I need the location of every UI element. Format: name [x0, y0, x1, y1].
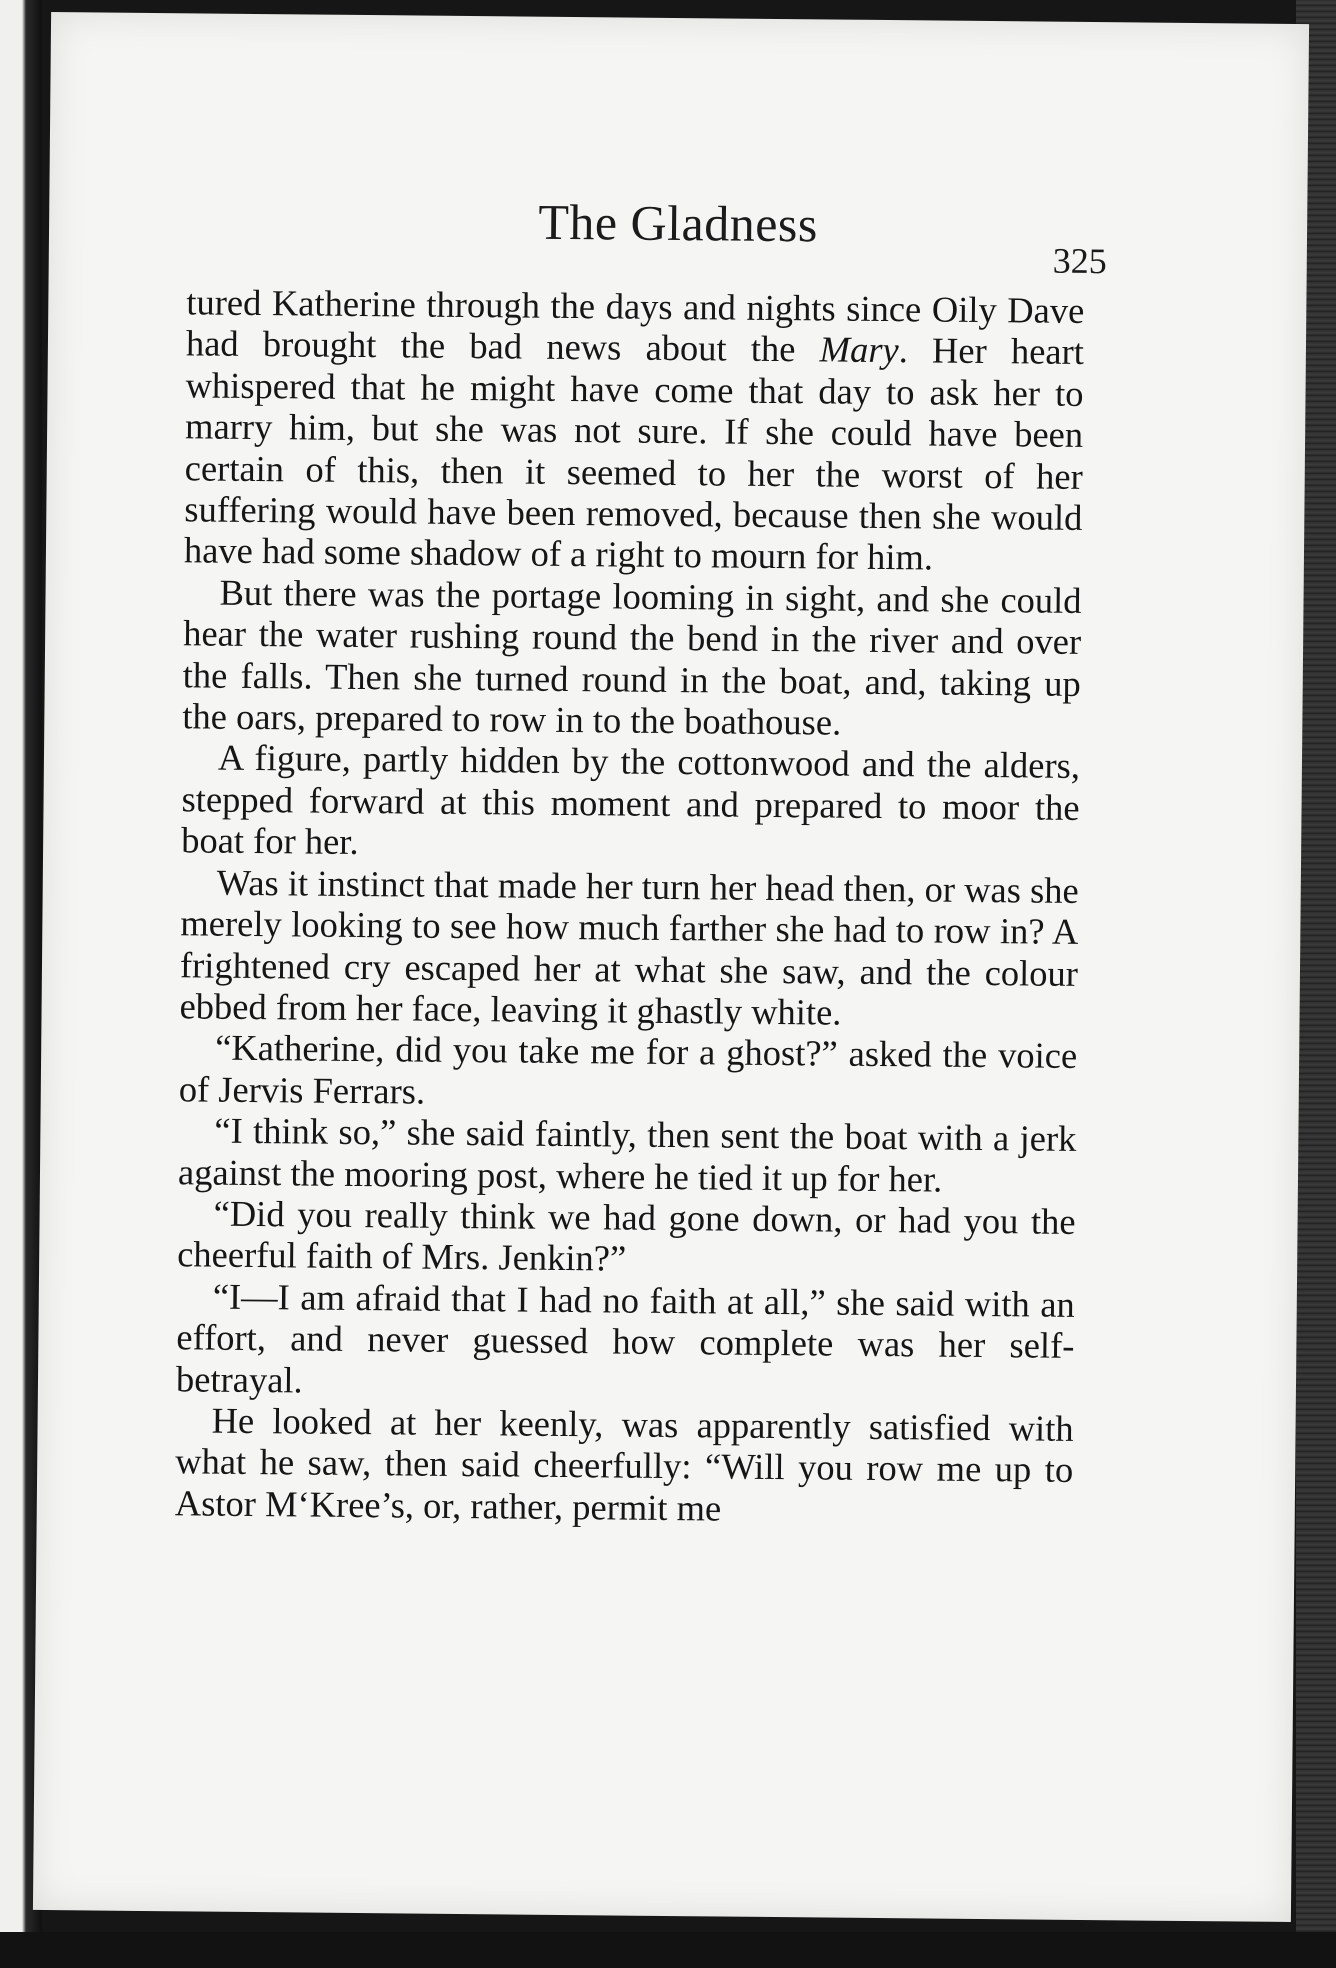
- page-header: [49, 188, 1308, 282]
- paragraph-6: [178, 1109, 1077, 1200]
- paragraph-text: “Did you really think we had gone down, or had you the cheerful faith of Mrs. Jenkin?”: [177, 1192, 1076, 1279]
- paragraph-7: [177, 1192, 1076, 1283]
- bottom-page-edge: [0, 1932, 1336, 1968]
- paragraph-text: tured Katherine through the days and nights since Oily Dave had brought the bad news about the: [185, 281, 1085, 370]
- paragraph-text: But there was the portage looming in sight, and she could hear the water rushing round the bend in the river and over the falls. Then she turned round in the boat, and, taking up the oars, prepared to row in to the boathouse.: [182, 571, 1082, 743]
- paragraph-4: [179, 861, 1079, 1035]
- paragraph-9: [175, 1399, 1074, 1532]
- book-page: [33, 12, 1309, 1922]
- paragraph-text: . Her heart whispered that he might have come that day to ask her to marry him, but she was not sure. If she could have been certain of this, then it seemed to her the worst of her suffering would have been removed, because then she would have had some shadow of a right to mourn for him.: [183, 329, 1085, 578]
- paragraph-text: He looked at her keenly, was apparently satisfied with what he saw, then said cheerfully: “Will you row me up to Astor M‘Kree’s, or, rather, permit me: [174, 1399, 1074, 1529]
- paragraph-2: [182, 571, 1082, 745]
- paragraph-text: “Katherine, did you take me for a ghost?” asked the voice of Jervis Ferrars.: [178, 1026, 1078, 1112]
- paragraph-8: [176, 1275, 1075, 1408]
- paragraph-text: A figure, partly hidden by the cottonwood and the alders, stepped forward at this moment and prepared to moor the boat for her.: [180, 737, 1081, 863]
- running-title: The Gladness: [538, 193, 819, 253]
- paragraph-3: [181, 737, 1080, 870]
- paragraph-text: Was it instinct that made her turn her head then, or was she merely looking to see how much farther she had to row in? A frightened cry escaped her at what she saw, and the colour ebbed from her face, leaving it ghastly white.: [179, 861, 1079, 1033]
- body-text: [175, 281, 1085, 1532]
- paragraph-text: “I—I am afraid that I had no faith at all,” she said with an effort, and never guessed how complete was her self-betrayal.: [175, 1275, 1075, 1401]
- paragraph-5: [179, 1027, 1078, 1118]
- page-number: 325: [1052, 240, 1107, 282]
- paragraph-text: “I think so,” she said faintly, then sent the boat with a jerk against the mooring post, where he tied it up for her.: [177, 1109, 1077, 1200]
- paragraph-1: [184, 281, 1085, 579]
- italic-ship-name: Mary: [819, 328, 899, 371]
